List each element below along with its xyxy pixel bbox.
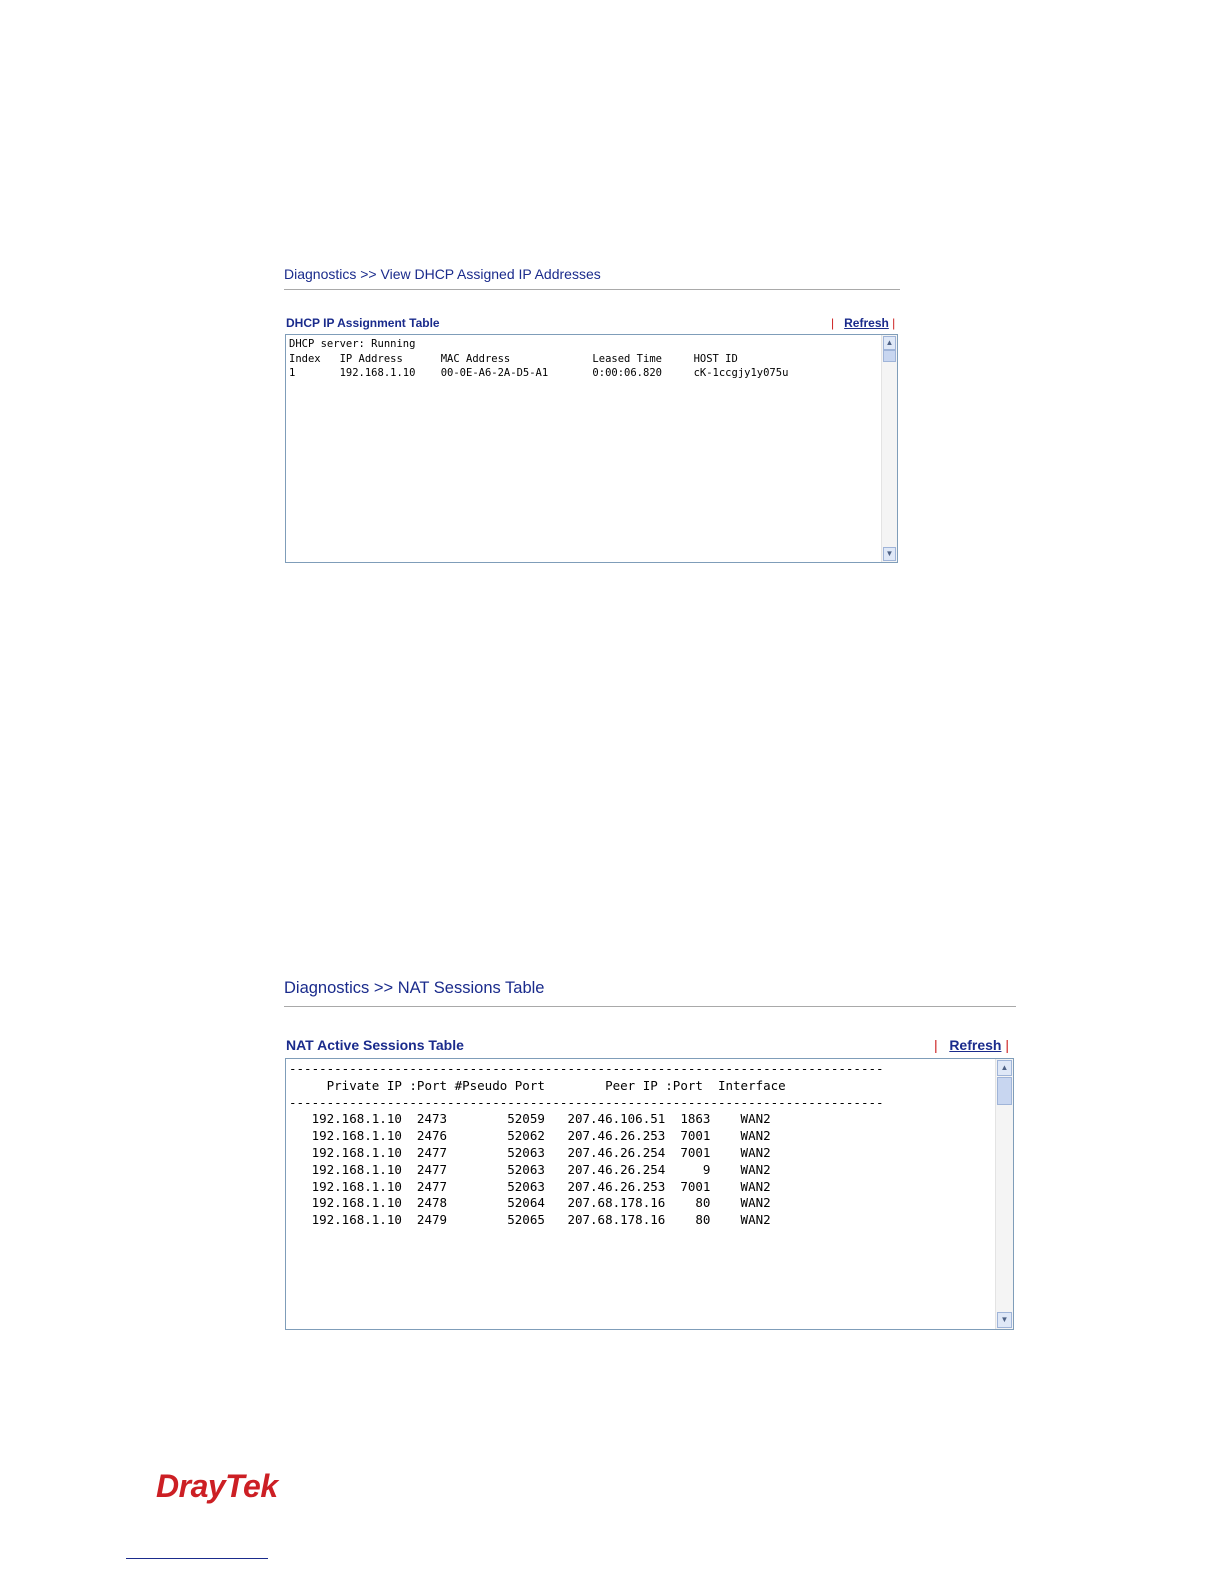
dhcp-table-text: DHCP server: Running Index IP Address MAC Address Leased Time HOST ID 1 192.168.1.10 00-0E-A6-2A-D5-A1 0:00:06.820 cK-1ccgjy1y075u: [289, 338, 789, 379]
dhcp-table-title: DHCP IP Assignment Table: [286, 316, 440, 330]
scroll-up-icon[interactable]: ▲: [997, 1060, 1012, 1076]
nat-title-divider: [284, 1006, 1016, 1007]
dhcp-breadcrumb: Diagnostics >> View DHCP Assigned IP Addresses: [284, 266, 601, 282]
refresh-separator-right: |: [892, 316, 896, 330]
nat-breadcrumb: Diagnostics >> NAT Sessions Table: [284, 979, 545, 997]
scroll-down-icon[interactable]: ▼: [883, 547, 896, 561]
draytek-logo: DrayTek: [156, 1468, 278, 1504]
nat-scrollbar[interactable]: [995, 1059, 1013, 1329]
dhcp-textarea[interactable]: [285, 334, 898, 563]
scroll-down-icon[interactable]: ▼: [997, 1312, 1012, 1328]
dhcp-refresh-group: [831, 316, 895, 330]
scroll-thumb[interactable]: [883, 350, 896, 362]
refresh-separator-left: |: [831, 316, 835, 330]
nat-refresh-group: [934, 1037, 1009, 1053]
footer-divider: [126, 1558, 268, 1559]
refresh-separator-left: |: [934, 1037, 938, 1053]
nat-textarea[interactable]: [285, 1058, 1014, 1330]
nat-refresh-link[interactable]: Refresh: [949, 1037, 1002, 1053]
nat-table-text: ------------------------------------------------------------------------------- Private IP :Port #Pseudo Port Peer IP :Port Interface ------------------------------------------------------------------------------- 192.168.1.10 2473 52059 207.46.106.51 1863 WAN2 192.168.1.10 2476 52062 207.46.26.253 7001 WAN2 192.168.1.10 2477 52063 207.46.26.254 7001 WAN2 192.168.1.10 2477 52063 207.46.26.254 9 WAN2 192.168.1.10 2477 52063 207.46.26.253 7001 WAN2 192.168.1.10 2478 52064 207.68.178.16 80 WAN2 192.168.1.10 2479 52065 207.68.178.16 80 WAN2: [289, 1061, 884, 1228]
nat-table-title: NAT Active Sessions Table: [286, 1037, 464, 1053]
scroll-thumb[interactable]: [997, 1077, 1012, 1105]
dhcp-title-divider: [284, 289, 900, 290]
scroll-up-icon[interactable]: ▲: [883, 336, 896, 350]
dhcp-scrollbar[interactable]: [881, 335, 897, 562]
dhcp-refresh-link[interactable]: Refresh: [844, 316, 889, 330]
refresh-separator-right: |: [1005, 1037, 1009, 1053]
